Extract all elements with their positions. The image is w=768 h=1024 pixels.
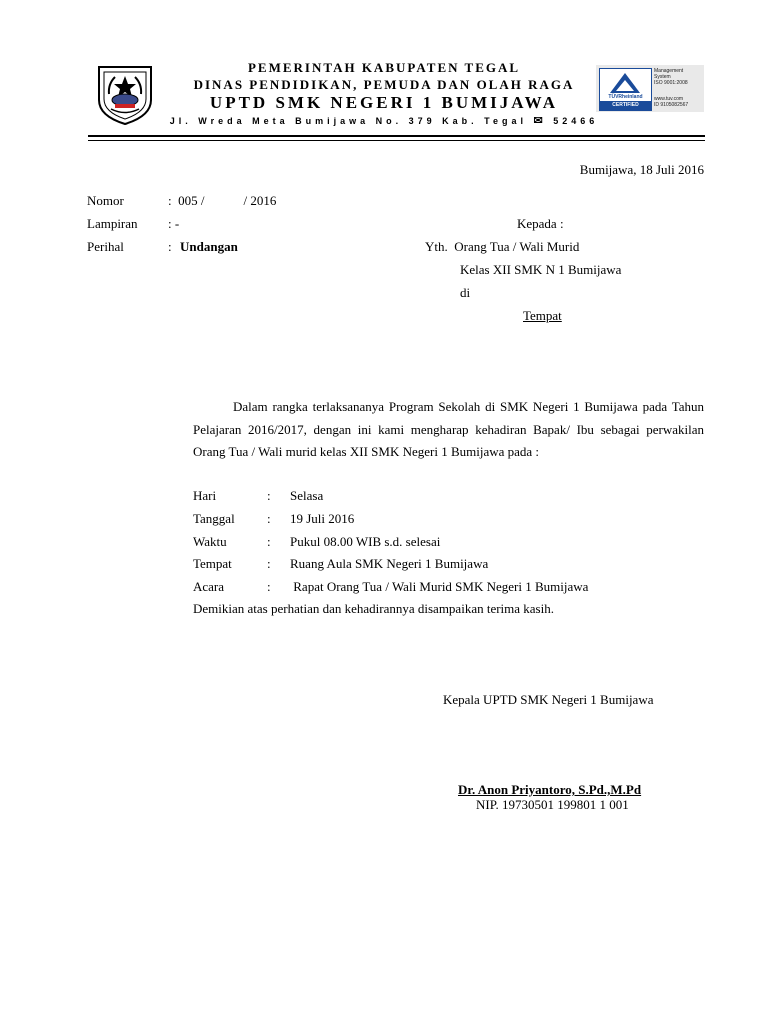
detail-label-tanggal: Tanggal <box>193 511 235 526</box>
recipient-kelas: Kelas XII SMK N 1 Bumijawa <box>460 262 622 277</box>
body-paragraph: Dalam rangka terlaksananya Program Sekolah di SMK Negeri 1 Bumijawa pada Tahun Pelajaran 2016/2017, dengan ini kami mengharap kehadiran Bapak/ Ibu sebagai perwakilan Orang Tua / Wali murid kelas XII SMK Negeri 1 Bumijawa pada : <box>193 399 704 459</box>
signature-name: Dr. Anon Priyantoro, S.Pd.,M.Pd <box>458 782 642 797</box>
detail-colon: : <box>267 579 271 594</box>
cert-mgmt-line1: Management <box>654 68 684 74</box>
tuv-certification-badge <box>596 65 704 112</box>
cert-id: ID 9105082567 <box>654 102 689 108</box>
detail-label-hari: Hari <box>193 488 217 503</box>
cert-mgmt-line2: System <box>654 74 671 80</box>
nomor-value: : 005 / / 2016 <box>168 193 277 208</box>
tuv-certified-label: CERTIFIED <box>600 101 651 110</box>
detail-colon: : <box>267 534 271 549</box>
recipient-tempat: Tempat <box>523 308 562 323</box>
cert-site: www.tuv.com <box>654 96 684 102</box>
signature-nip: NIP. 19730501 199801 1 001 <box>476 797 629 812</box>
detail-value-tempat: Ruang Aula SMK Negeri 1 Bumijawa <box>290 556 489 571</box>
lampiran-label: Lampiran <box>87 216 138 231</box>
nomor-label: Nomor <box>87 193 124 208</box>
recipient-yth: Yth. Orang Tua / Wali Murid <box>425 239 580 254</box>
perihal-colon: : <box>168 239 172 254</box>
letterhead-address <box>0 114 768 127</box>
tuv-brand-text: TÜVRheinland <box>608 94 643 100</box>
tuv-logo-icon <box>599 68 652 111</box>
mail-icon: ✉ <box>533 115 547 127</box>
detail-value-tanggal: 19 Juli 2016 <box>290 511 355 526</box>
postcode-text: 52466 <box>553 116 599 126</box>
closing-sentence: Demikian atas perhatian dan kehadirannya disampaikan terima kasih. <box>193 601 554 616</box>
letterhead-department: DINAS PENDIDIKAN, PEMUDA DAN OLAH RAGA <box>193 77 575 92</box>
perihal-value: Undangan <box>180 239 238 254</box>
letterhead-government: PEMERINTAH KABUPATEN TEGAL <box>247 60 521 75</box>
detail-label-acara: Acara <box>193 579 225 594</box>
signature-title: Kepala UPTD SMK Negeri 1 Bumijawa <box>443 692 654 707</box>
detail-label-tempat: Tempat <box>193 556 232 571</box>
place-date: Bumijawa, 18 Juli 2016 <box>579 162 704 177</box>
detail-colon: : <box>267 488 271 503</box>
detail-label-waktu: Waktu <box>193 534 227 549</box>
perihal-label: Perihal <box>87 239 124 254</box>
cert-details <box>654 68 688 108</box>
lampiran-value: : - <box>168 216 180 231</box>
letterhead-rule-thin <box>88 140 705 141</box>
detail-value-waktu: Pukul 08.00 WIB s.d. selesai <box>290 534 441 549</box>
detail-colon: : <box>267 556 271 571</box>
cert-iso: ISO 9001:2008 <box>654 80 688 86</box>
detail-value-hari: Selasa <box>290 488 324 503</box>
letterhead-school: UPTD SMK NEGERI 1 BUMIJAWA <box>209 93 559 112</box>
detail-colon: : <box>267 511 271 526</box>
recipient-kepada: Kepada : <box>517 216 564 231</box>
address-text: Jl. Wreda Meta Bumijawa No. 379 Kab. Tegal <box>169 116 527 126</box>
detail-value-acara: Rapat Orang Tua / Wali Murid SMK Negeri 1 Bumijawa <box>290 579 589 594</box>
recipient-di: di <box>460 285 471 300</box>
letterhead-rule-thick <box>88 135 705 137</box>
